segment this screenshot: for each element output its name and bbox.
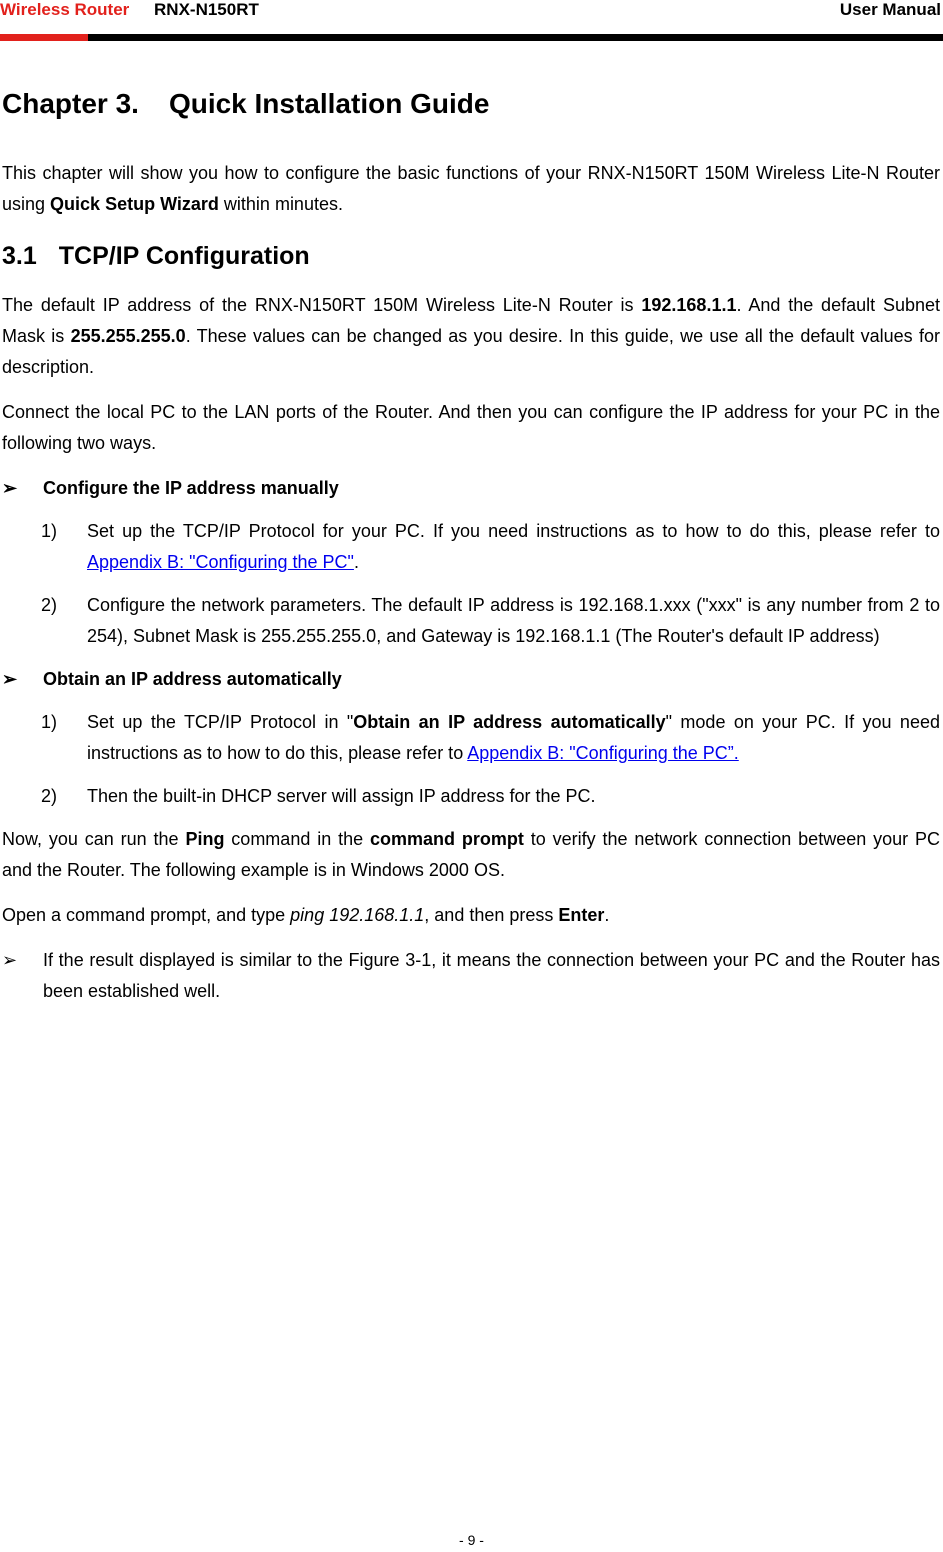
appendix-b-link-2[interactable]: Appendix B: "Configuring the PC”. [467,743,739,763]
auto-step-1 [2,707,940,769]
auto-title: Obtain an IP address automatically [43,669,342,689]
arrow-bullet-icon: ➢ [2,950,18,970]
result-text: If the result displayed is similar to the Figure 3-1, it means the connection between your PC and the Router has been established well. [43,950,940,1001]
page-number: - 9 - [459,1532,484,1548]
header-model: RNX-N150RT [154,0,259,19]
step-number: 2) [41,595,58,615]
arrow-bullet-icon: ➢ [2,669,18,689]
section-number: 3.1 [2,242,37,270]
header-rule-accent [0,34,88,41]
step-bold: Obtain an IP address automatically [353,712,666,732]
step-text: Configure the network parameters. The default IP address is 192.168.1.xxx ("xxx" is any number from 2 to 254), Subnet Mask is 255.255.255.0, and Gateway is 192.168.1.1 (The Router's default IP address) [87,595,940,646]
para4-text3: . [604,905,610,925]
para3-text2: command in the [224,829,370,849]
step-number: 2) [41,786,58,806]
para3-text: Now, you can run the [2,829,186,849]
header-doc-type: User Manual [839,0,941,19]
para4-text2: , and then press [424,905,559,925]
section-title: TCP/IP Configuration [58,242,310,270]
header-brand: Wireless Router [0,0,130,19]
result-bullet [2,945,940,1007]
appendix-b-link[interactable]: Appendix B: "Configuring the PC" [87,552,354,572]
arrow-bullet-icon: ➢ [2,478,18,498]
ping-bold: Ping [185,829,225,849]
manual-step-1 [2,516,940,578]
manual-bullet [2,473,940,504]
ping-paragraph [2,824,940,886]
page-content [2,84,940,1019]
step-number: 1) [41,712,58,732]
page-header [0,0,943,44]
para1-text3: . These values can be changed as you desire. In this guide, we use all the default values for description. [2,326,940,377]
manual-title: Configure the IP address manually [43,478,339,498]
command-prompt-bold: command prompt [369,829,524,849]
step-text-end: . [353,552,359,572]
step-text: Set up the TCP/IP Protocol in " [87,712,354,732]
para3-text3: to verify the network connection between your PC and the Router. The following example is in Windows 2000 OS. [2,829,940,880]
chapter-number: Chapter 3. [2,88,139,119]
auto-bullet [2,664,940,695]
intro-text-end: within minutes. [218,194,343,214]
header-left [0,0,259,20]
ping-command: ping 192.168.1.1 [290,905,425,925]
intro-bold: Quick Setup Wizard [50,194,219,214]
step-number: 1) [41,521,58,541]
intro-paragraph [2,158,940,220]
intro-text: This chapter will show you how to configure the basic functions of your RNX-N150RT 150M Wireless Lite-N Router using [2,163,940,214]
para4-text: Open a command prompt, and type [2,905,291,925]
chapter-heading [2,84,940,124]
step-text2: " mode on your PC. If you need instructions as to how to do this, please refer to [87,712,940,763]
auto-step-2 [2,781,940,812]
para1-text: The default IP address of the RNX-N150RT 150M Wireless Lite-N Router is [2,295,642,315]
header-rule [0,34,943,41]
step-text: Then the built-in DHCP server will assign IP address for the PC. [87,786,596,806]
chapter-title: Quick Installation Guide [168,88,490,119]
default-ip-paragraph [2,290,940,383]
default-mask: 255.255.255.0 [70,326,186,346]
step-text: Set up the TCP/IP Protocol for your PC. If you need instructions as to how to do this, please refer to [87,521,940,541]
enter-bold: Enter [558,905,605,925]
open-prompt-paragraph [2,900,940,931]
default-ip: 192.168.1.1 [641,295,737,315]
para1-text2: . And the default Subnet Mask is [2,295,940,346]
manual-step-2 [2,590,940,652]
section-heading [2,238,940,274]
connect-paragraph: Connect the local PC to the LAN ports of the Router. And then you can configure the IP address for your PC in the following two ways. [2,402,940,453]
